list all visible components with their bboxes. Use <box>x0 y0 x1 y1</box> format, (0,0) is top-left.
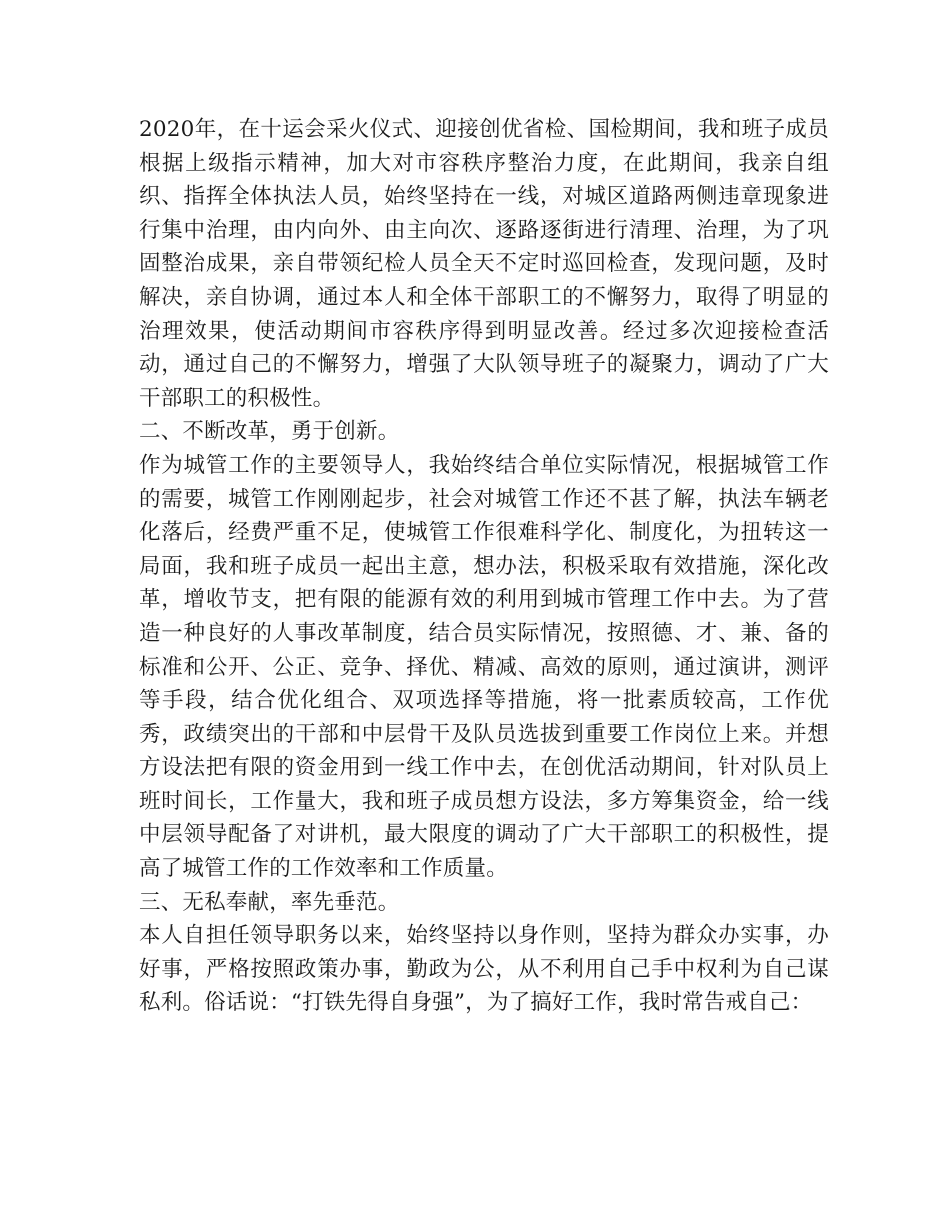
paragraph-campaign-work: 2020年，在十运会采火仪式、迎接创优省检、国检期间，我和班子成员根据上级指示精神，加大对市容秩序整治力度，在此期间，我亲自组织、指挥全体执法人员，始终坚持在一线，对城区道路两侧违章现象进行集中治理，由内向外、由主向次、逐路逐街进行清理、治理，为了巩固整治成果，亲自带领纪检人员全天不定时巡回检查，发现问题，及时解决，亲自协调，通过本人和全体干部职工的不懈努力，取得了明显的治理效果，使活动期间市容秩序得到明显改善。经过多次迎接检查活动，通过自己的不懈努力，增强了大队领导班子的凝聚力，调动了广大干部职工的积极性。 <box>139 117 829 411</box>
paragraph-reform-innovation: 作为城管工作的主要领导人，我始终结合单位实际情况，根据城管工作的需要，城管工作刚刚起步，社会对城管工作还不甚了解，执法车辆老化落后，经费严重不足，使城管工作很难科学化、制度化，为扭转这一局面，我和班子成员一起出主意，想办法，积极采取有效措施，深化改革，增收节支，把有限的能源有效的利用到城市管理工作中去。为了营造一种良好的人事改革制度，结合员实际情况，按照德、才、兼、备的标准和公开、公正、竞争、择优、精减、高效的原则，通过演讲，测评等手段，结合优化组合、双项选择等措施，将一批素质较高，工作优秀，政绩突出的干部和中层骨干及队员选拔到重要工作岗位上来。并想方设法把有限的资金用到一线工作中去，在创优活动期间，针对队员上班时间长，工作量大，我和班子成员想方设法，多方筹集资金，给一线中层领导配备了对讲机，最大限度的调动了广大干部职工的积极性，提高了城管工作的工作效率和工作质量。 <box>139 452 829 882</box>
section-heading-reform: 二、不断改革，勇于创新。 <box>139 419 400 445</box>
section-heading-dedication: 三、无私奉献，率先垂范。 <box>139 889 400 915</box>
paragraph-dedication: 本人自担任领导职务以来，始终坚持以身作则，坚持为群众办实事，办好事，严格按照政策办事，勤政为公，从不利用自己手中权利为自己谋私利。俗话说：“打铁先得自身强”，为了搞好工作，我时常告戒自己： <box>139 923 829 1016</box>
document-body <box>139 113 829 1020</box>
